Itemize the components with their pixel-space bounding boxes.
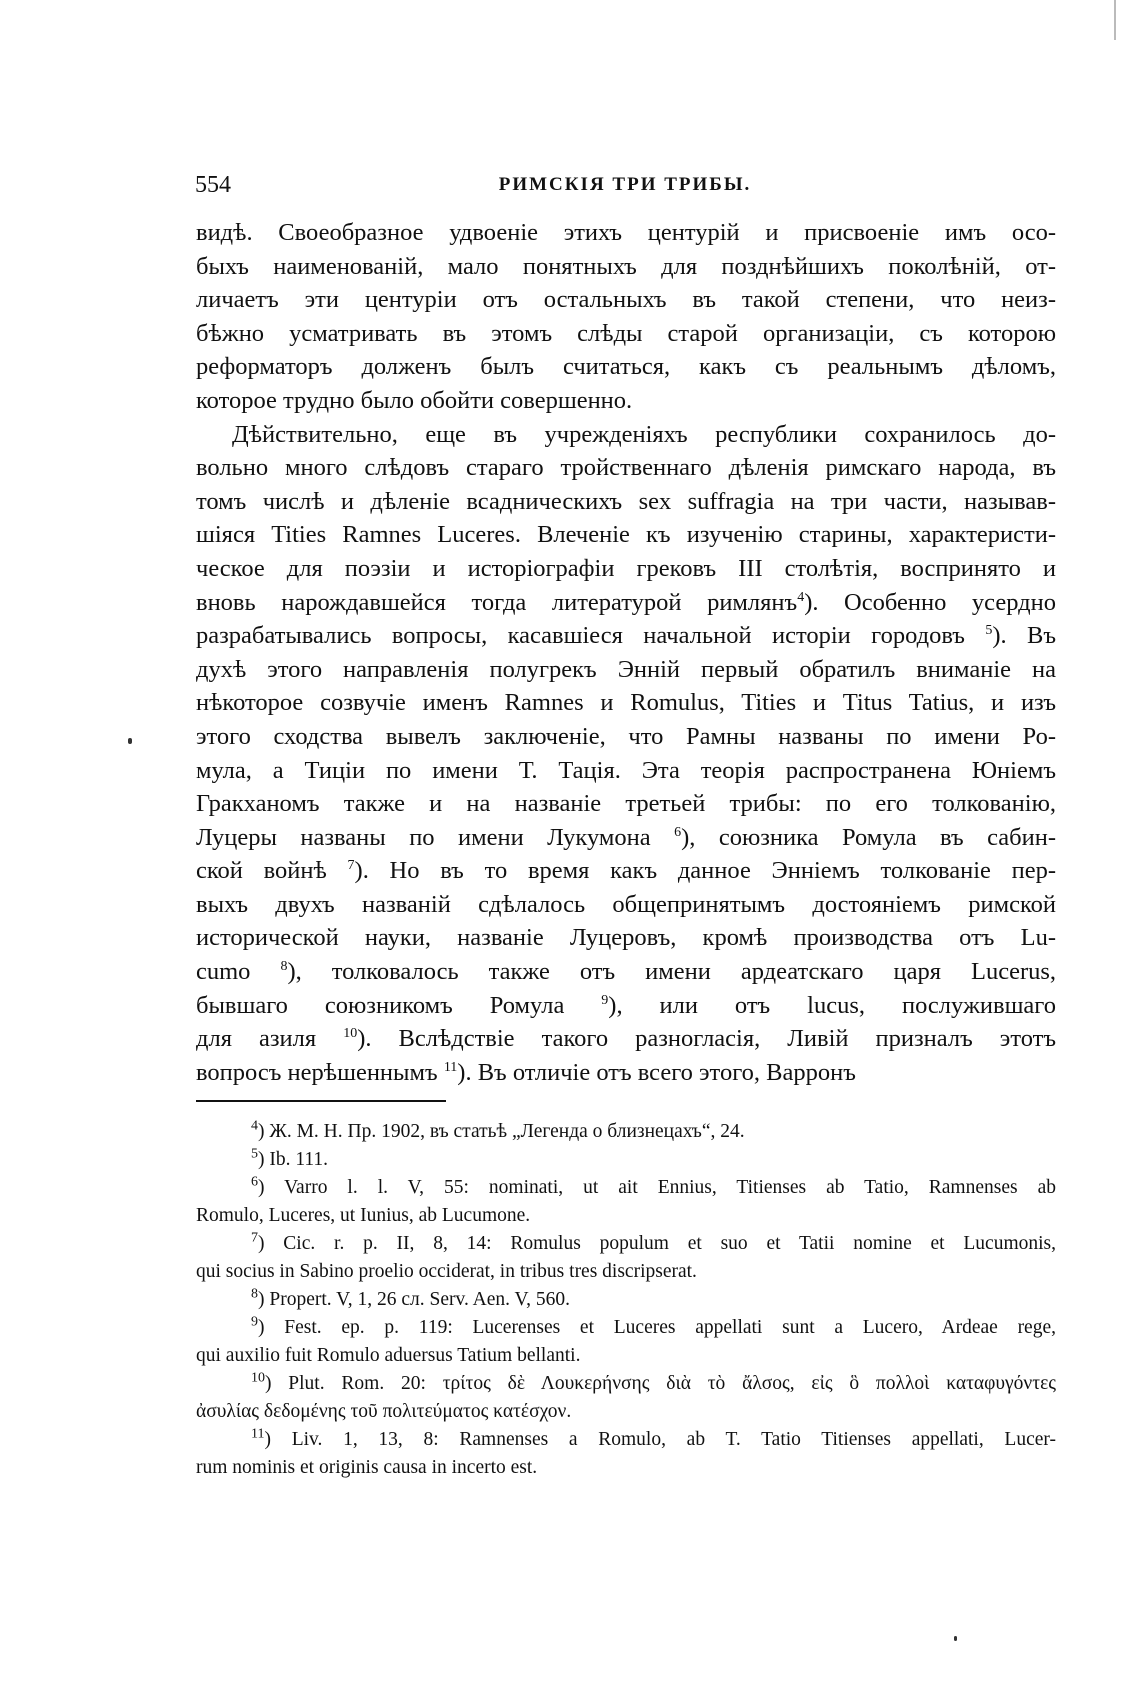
page-header bbox=[195, 172, 1055, 212]
footnotes bbox=[196, 1118, 1056, 1482]
footnote-line: $^7$) Cic. r. p. II, 8, 14: Romulus populum et suo et Tatii nomine et Lucumonis, bbox=[251, 1230, 1056, 1254]
footnote-10 bbox=[196, 1370, 1056, 1426]
text-line: бѣжно усматривать въ этомъ слѣды старой организаціи, съ которою bbox=[196, 319, 1056, 347]
paragraph-1 bbox=[196, 216, 1056, 418]
footnote-11 bbox=[196, 1426, 1056, 1482]
footnote-line: ἀσυλίας δεδομένης τοῦ πολιτεύματος κατέσχον. bbox=[196, 1401, 572, 1422]
footnote-9 bbox=[196, 1314, 1056, 1370]
footnote-line: $^9$) Fest. ep. p. 119: Lucerenses et Luceres appellati sunt a Lucero, Ardeae rege, bbox=[251, 1314, 1056, 1338]
footnote-8 bbox=[196, 1286, 1056, 1314]
text-line: быхъ наименованій, мало понятныхъ для позднѣйшихъ поколѣній, от- bbox=[196, 252, 1056, 280]
text-line: ческое для поэзіи и исторіографіи грековъ III столѣтія, воспринято и bbox=[196, 554, 1056, 582]
text-line: выхъ двухъ названій сдѣлалось общепринятымъ достояніемъ римской bbox=[196, 890, 1056, 918]
text-line: исторической науки, названіе Луцеровъ, кромѣ производства отъ Lu- bbox=[196, 924, 1056, 952]
footnote-ref: 9 bbox=[601, 992, 609, 1008]
text-line: духѣ этого направленія полугрекъ Энній первый обратилъ вниманіе на bbox=[196, 655, 1056, 683]
text-line: которое трудно было обойти совершенно. bbox=[196, 386, 633, 414]
text-line: личаетъ эти центуріи отъ остальныхъ въ такой степени, что неиз- bbox=[196, 286, 1056, 314]
footnote-rule bbox=[196, 1100, 446, 1102]
text-line: шіяся Tities Ramnes Luceres. Влеченіе къ изученію старины, характеристи- bbox=[196, 521, 1056, 549]
footnote-ref: 8 bbox=[280, 958, 288, 974]
paragraph-2 bbox=[196, 418, 1056, 1090]
text-line: реформаторъ долженъ былъ считаться, какъ съ реальнымъ дѣломъ, bbox=[196, 353, 1056, 381]
footnote-ref: 5 bbox=[985, 622, 993, 638]
footnote-line: $^4$) Ж. М. Н. Пр. 1902, въ статьѣ „Легенда о близнецахъ“, 24. bbox=[251, 1118, 745, 1142]
footnote-6 bbox=[196, 1174, 1056, 1230]
text-line: Луцеры названы по имени Лукумона $^6$), союзника Ромула въ сабин- bbox=[196, 823, 1056, 851]
footnote-5 bbox=[196, 1146, 1056, 1174]
text-line: бывшаго союзникомъ Ромула $^9$), или отъ lucus, послужившаго bbox=[196, 991, 1056, 1019]
footnote-ref: 11 bbox=[443, 1059, 458, 1075]
footnote-line: $^5$) Ib. 111. bbox=[251, 1146, 329, 1170]
footnote-line: Romulo, Luceres, ut Iunius, ab Lucumone. bbox=[196, 1205, 531, 1226]
text-line: видѣ. Своеобразное удвоеніе этихъ центурій и присвоеніе имъ осо- bbox=[196, 219, 1056, 246]
footnote-line: $^{10}$) Plut. Rom. 20: τρίτος δὲ Λουκερήνσης διὰ τὸ ἄλσος, εἰς ὃ πολλοὶ καταφυγόντες bbox=[251, 1370, 1056, 1394]
main-text bbox=[196, 216, 1056, 1089]
footnote-line: qui socius in Sabino proelio occiderat, in tribus tres discripserat. bbox=[196, 1261, 697, 1282]
text-line: Гракханомъ также и на названіе третьей трибы: по его толкованію, bbox=[196, 790, 1056, 818]
text-line: вновь нарождавшейся тогда литературой римлянъ$^4$). Особенно усердно bbox=[196, 588, 1056, 616]
text-line: разрабатывались вопросы, касавшіеся начальной исторіи городовъ $^5$). Въ bbox=[196, 622, 1056, 650]
footnote-7 bbox=[196, 1230, 1056, 1286]
footnote-line: rum nominis et originis causa in incerto est. bbox=[196, 1457, 538, 1478]
text-line: вольно много слѣдовъ стараго тройственнаго дѣленія римскаго народа, въ bbox=[196, 454, 1056, 482]
page-number: 554 bbox=[195, 172, 231, 198]
footnote-ref: 4 bbox=[797, 589, 805, 605]
margin-mark bbox=[128, 738, 132, 744]
running-title: РИМСКІЯ ТРИ ТРИБЫ. bbox=[498, 174, 752, 195]
text-line: этого сходства вывелъ заключеніе, что Рамны названы по имени Ро- bbox=[196, 722, 1056, 750]
footnote-line: qui auxilio fuit Romulo aduersus Tatium bellanti. bbox=[196, 1345, 581, 1366]
text-line: нѣкоторое созвучіе именъ Ramnes и Romulus, Tities и Titus Tatius, и изъ bbox=[196, 689, 1056, 717]
text-line: для азиля $^{10}$). Вслѣдствіе такого разногласія, Ливій призналъ этотъ bbox=[196, 1025, 1057, 1053]
text-line: вопросъ нерѣшеннымъ $^{11}$). Въ отличіе отъ всего этого, Варронъ bbox=[196, 1058, 856, 1086]
footnote-line: $^8$) Propert. V, 1, 26 сл. Serv. Aen. V, 560. bbox=[251, 1286, 570, 1310]
text-line: Дѣйствительно, еще въ учрежденіяхъ республики сохранилось до- bbox=[232, 420, 1056, 448]
text-line: мула, а Тиціи по имени Т. Тація. Эта теорія распространена Юніемъ bbox=[196, 756, 1056, 784]
footnote-ref: 7 bbox=[347, 858, 355, 874]
footnote-line: $^6$) Varro l. l. V, 55: nominati, ut ait Ennius, Titienses ab Tatio, Ramnenses ab bbox=[251, 1174, 1056, 1198]
footnote-ref: 10 bbox=[343, 1026, 358, 1042]
footnote-ref: 6 bbox=[674, 824, 682, 840]
text-line: ской войнѣ $^7$). Но въ то время какъ данное Энніемъ толкованіе пер- bbox=[196, 857, 1057, 885]
footnote-4 bbox=[196, 1118, 1056, 1146]
page-speck bbox=[954, 1636, 957, 1641]
footnote-line: $^{11}$) Liv. 1, 13, 8: Ramnenses a Romulo, ab T. Tatio Titienses appellati, Lucer- bbox=[251, 1426, 1056, 1450]
page-edge-mark bbox=[1114, 0, 1116, 40]
text-line: cumo $^8$), толковалось также отъ имени ардеатскаго царя Lucerus, bbox=[196, 958, 1057, 986]
text-line: томъ числѣ и дѣленіе всадническихъ sex suffragia на три части, называв- bbox=[196, 487, 1056, 515]
